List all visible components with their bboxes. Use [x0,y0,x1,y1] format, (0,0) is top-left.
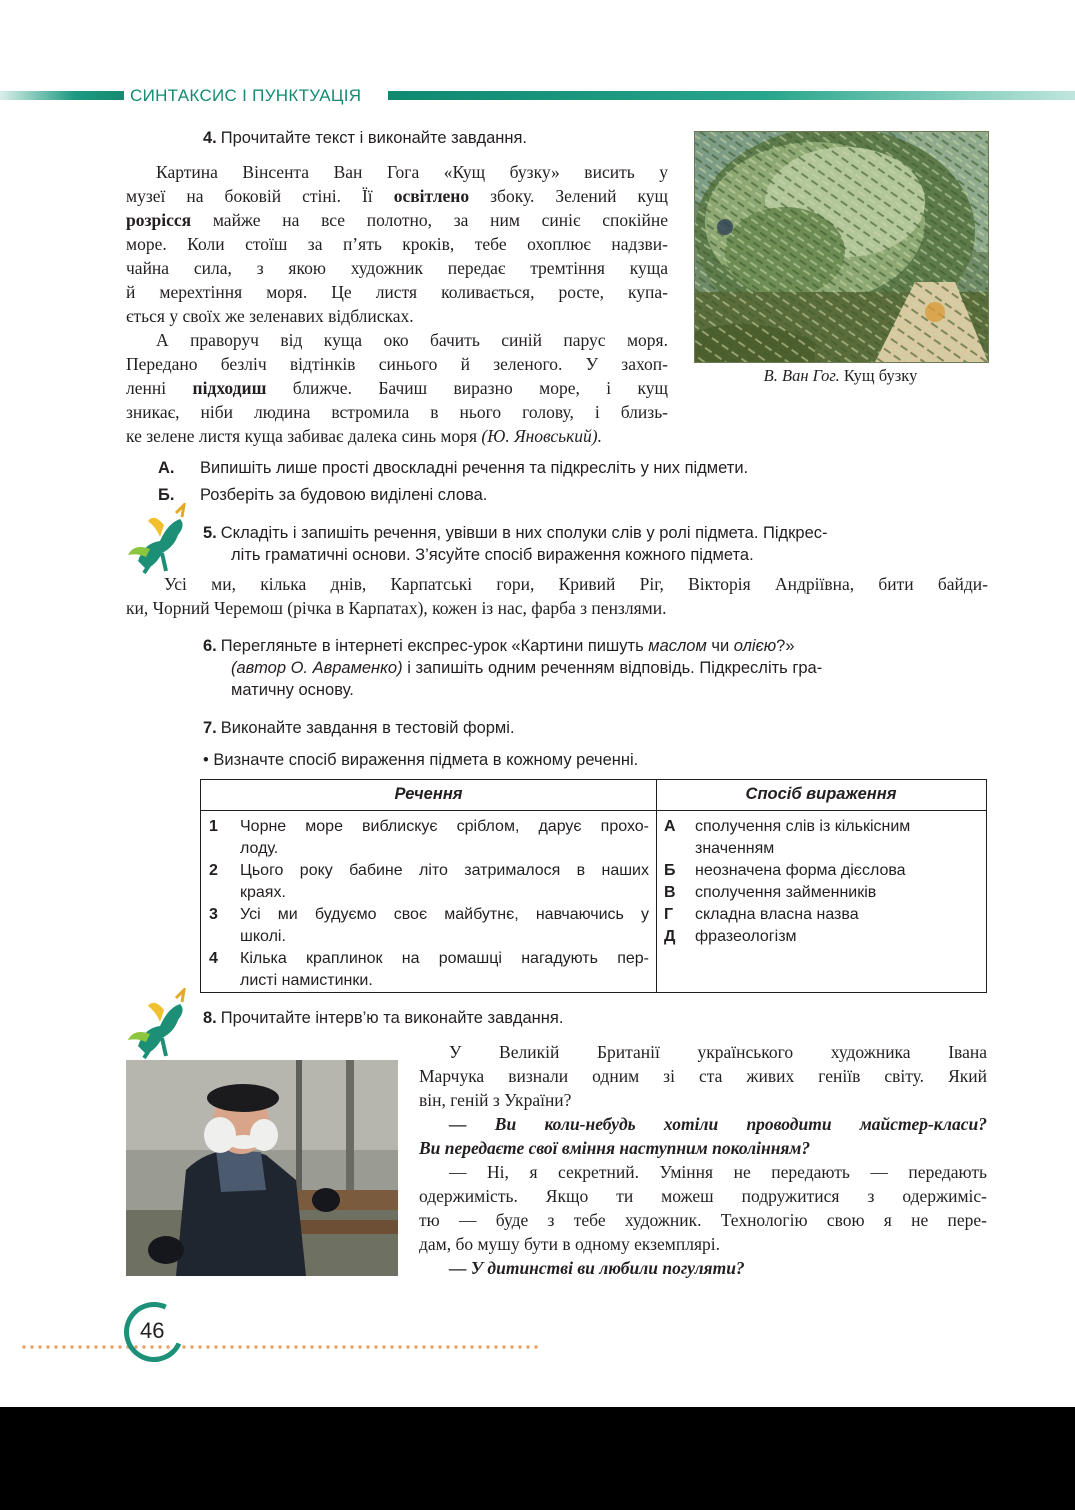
interview-question: Ви передаєте свої вміння наступним поколінням? [419,1138,811,1158]
interview-question: — Ви коли-небудь хотіли проводити майстер-класи? [449,1114,987,1134]
col-header-sentences: Речення [394,785,463,803]
text-author: (Ю. Яновський). [481,426,602,446]
task-5-words [126,572,988,620]
task-5-heading [203,522,993,566]
task-number: 7. [203,719,217,737]
painting-lilac-bush-image [694,131,989,363]
option-text: фразеологізм [695,928,797,945]
task-7-heading [203,717,515,739]
sentence-text: Чорне море виблискує сріблом, дарує прохо- [240,818,649,835]
page-number: 46 [140,1318,165,1343]
sentence-text: лоду. [240,840,279,857]
task-text: і запишіть одним реченням відповідь. Підкресліть гра- [402,659,823,677]
text-line: Передано безліч відтінків синього й зеленого. У захоп- [126,354,668,374]
highlighted-word: підходиш [192,378,267,398]
task-text: маслом [648,637,707,655]
section-title: СИНТАКСИС І ПУНКТУАЦІЯ [130,86,362,105]
caption-author: В. Ван Гог. [763,366,840,385]
task-8-heading [203,1007,563,1029]
artist-photo [126,1060,398,1276]
word-list-line: ки, Чорний Черемош (річка в Карпатах), кожен із нас, фарба з пензлями. [126,598,667,618]
task-text: олією [733,637,777,655]
row-number: 3 [209,906,218,923]
row-number: 2 [209,862,218,879]
task-instruction: літь граматичні основи. З’ясуйте спосіб вираження кожного підмета. [231,546,754,564]
text-line: музеї на боковій стіні. Її [126,186,394,206]
interview-question: — У дитинстві ви любили погуляти? [449,1258,745,1278]
subtask-letter: А. [158,459,175,477]
footer-dot-line [20,1345,540,1349]
option-text: значенням [695,840,775,857]
header-band-left [0,91,124,100]
sentence-text: школі. [240,928,286,945]
test-table [200,779,987,993]
interview-line: — Ні, я секретний. Уміння не передають — передають [449,1162,987,1182]
interview-line: одержимість. Якщо ти можеш подружитися з одержиміс- [419,1186,987,1206]
option-letter: А [664,818,676,835]
text-line: збоку. Зелений кущ [469,186,668,206]
text-line: А праворуч від куща око бачить синій парус моря. [156,330,668,350]
option-text: складна власна назва [695,906,859,923]
task-text: ?» [776,637,795,655]
task-number: 4. [203,129,217,147]
interview-line: У Великій Британії українського художника Івана [449,1042,987,1062]
task-text: Перегляньте в інтернеті експрес-урок «Картини пишуть [220,637,649,655]
table-divider [656,780,657,992]
text-line: ближче. Бачиш виразно море, і кущ [266,378,669,398]
task-instruction: Прочитайте текст і виконайте завдання. [220,129,527,147]
interview-line: тю — буде з тебе художник. Технологію свою я не пере- [419,1210,987,1230]
text-line: ється у своїх же зеленавих відблисках. [126,306,414,326]
interview-line: дам, бо мушу бути в одному екземплярі. [419,1234,721,1254]
highlighted-word: розрісся [126,210,192,230]
option-text: сполучення займенників [695,884,877,901]
unicorn-icon [126,503,198,575]
text-line: море. Коли стоїш за п’ять кроків, тебе охоплює надзви- [126,234,668,254]
subtask-text: Розберіть за будовою виділені слова. [200,486,488,504]
task-text: чи [706,637,734,655]
task-text: матичну основу. [231,681,354,699]
task-4-text-p1 [126,160,668,448]
caption-title: Кущ бузку [839,366,918,385]
task-instruction: Виконайте завдання в тестовій формі. [220,719,515,737]
task-instruction: Складіть і запишіть речення, увівши в них сполуки слів у ролі підмета. Підкрес- [220,524,828,542]
task-number: 6. [203,637,217,655]
task-instruction: Прочитайте інтерв’ю та виконайте завдання. [220,1009,564,1027]
subtask-text: Випишіть лише прості двоскладні речення та підкресліть у них підмети. [200,459,749,477]
task-number: 5. [203,524,217,542]
task-number: 8. [203,1009,217,1027]
option-letter: Г [664,906,674,923]
col-header-method: Спосіб вираження [745,785,897,803]
task-text: (автор О. Авраменко) [231,659,403,677]
interview-line: він, геній з України? [419,1090,572,1110]
row-number: 4 [209,950,218,967]
text-line: й мерехтіння моря. Це листя коливається, росте, купа- [126,282,668,302]
task-7-bullet: • Визначте спосіб вираження підмета в кожному реченні. [203,751,639,769]
sentence-text: листі намистинки. [240,972,373,989]
interview-text [419,1040,987,1280]
header-band-right [388,91,1075,100]
word-list-line: Усі ми, кілька днів, Карпатські гори, Кривий Ріг, Вікторія Андріївна, бити байди- [164,574,988,594]
sentence-text: Усі ми будуємо своє майбутнє, навчаючись у [240,906,649,923]
option-letter: В [664,884,676,901]
sentence-text: Цього року бабине літо затрималося в наших [240,862,649,879]
unicorn-icon [126,988,198,1060]
text-line: чайна сила, з якою художник передає тремтіння куща [126,258,668,278]
option-letter: Д [664,928,676,945]
row-number: 1 [209,818,218,835]
subtask-a [158,457,749,479]
sentence-text: краях. [240,884,286,901]
text-line: зникає, ніби людина встромила в нього голову, і близь- [126,402,668,422]
option-letter: Б [664,862,676,879]
interview-line: Марчука визнали одним зі ста живих геніїв світу. Який [419,1066,987,1086]
text-line: Картина Вінсента Ван Гога «Кущ бузку» висить у [156,162,668,182]
text-line: ленні [126,378,193,398]
subtask-letter: Б. [158,486,175,504]
highlighted-word: освітлено [393,186,470,206]
option-text: сполучення слів із кількісним [695,818,911,835]
painting-caption [694,366,987,386]
sentence-text: Кілька краплинок на ромашці нагадують пер- [240,950,649,967]
option-text: неозначена форма дієслова [695,862,906,879]
text-line: майже на все полотно, за ним синіє спокійне [191,210,668,230]
text-line: ке зелене листя куща забиває далека синь моря [126,426,482,446]
task-4-heading [203,127,527,149]
bottom-black-bar [0,1407,1075,1510]
task-6 [203,635,923,701]
